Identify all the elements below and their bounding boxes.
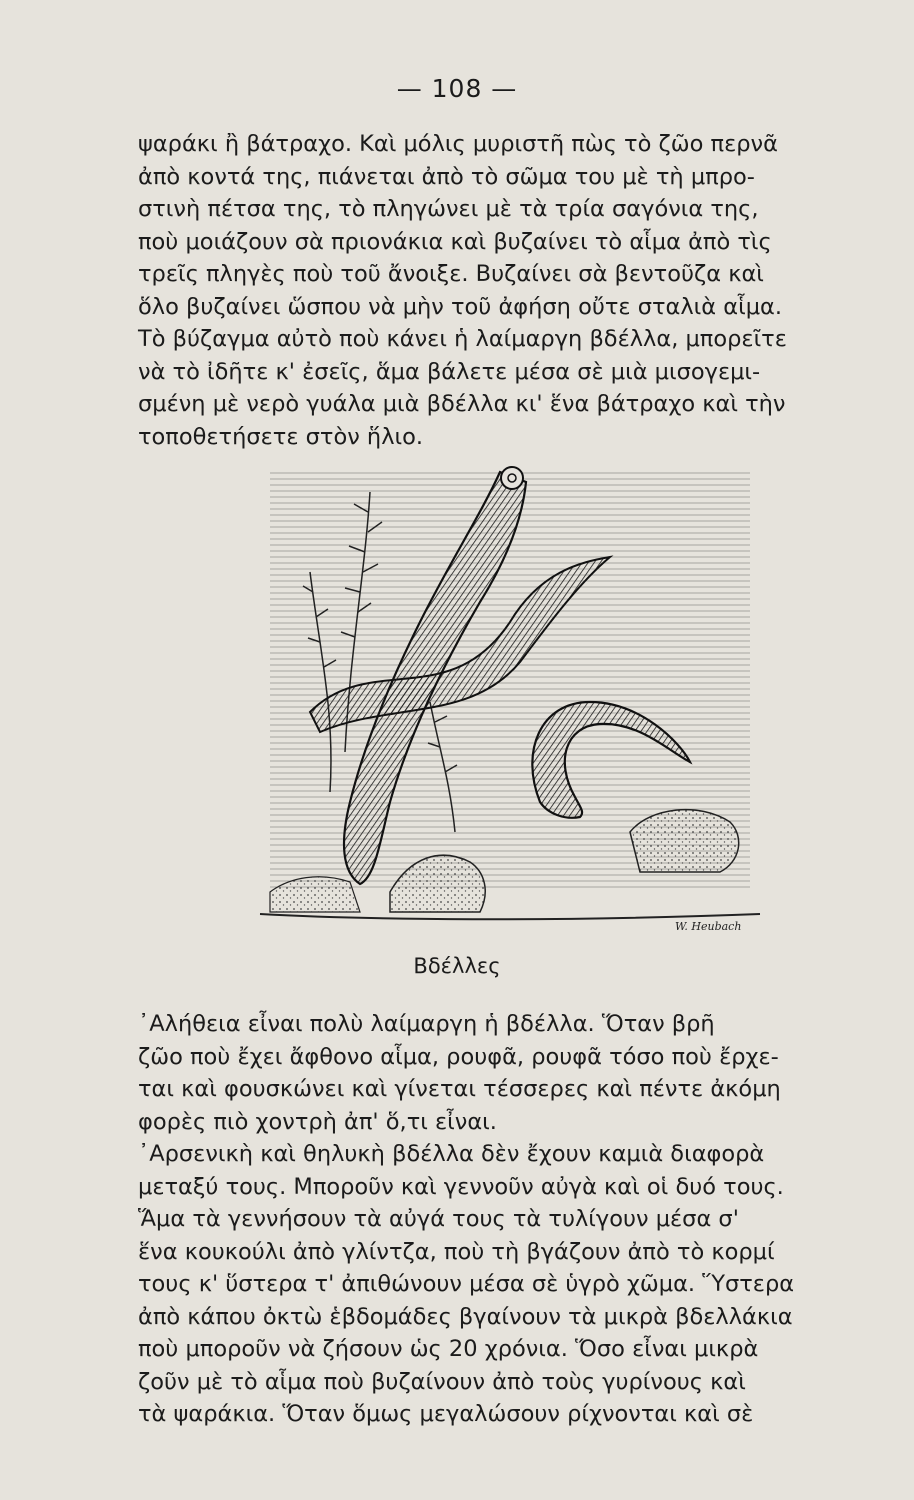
- text-line: ποὺ μοιάζουν σὰ πριονάκια καὶ βυζαίνει τὸ αἷμα ἀπὸ τὶς: [138, 228, 772, 255]
- rock: [630, 810, 739, 872]
- ground-line: [260, 914, 760, 919]
- leech-illustration: [250, 452, 770, 940]
- top-paragraph: [138, 128, 865, 453]
- text-line: τους κ' ὕστερα τ' ἀπιθώνουν μέσα σὲ ὑγρὸ χῶμα. Ὕστερα: [138, 1271, 795, 1297]
- text-line: τὰ ψαράκια. Ὅταν ὅμως μεγαλώσουν ρίχνονται καὶ σὲ: [138, 1401, 754, 1427]
- bottom-paragraph: [138, 1008, 865, 1431]
- text-line: ζοῦν μὲ τὸ αἷμα ποὺ βυζαίνουν ἀπὸ τοὺς γυρίνους καὶ: [138, 1368, 746, 1395]
- text-line: ἕνα κουκούλι ἀπὸ γλίντζα, ποὺ τὴ βγάζουν ἀπὸ τὸ κορμί: [138, 1238, 775, 1265]
- leech-sucker: [501, 467, 523, 489]
- text-line: ζῶο ποὺ ἔχει ἄφθονο αἷμα, ρουφᾶ, ρουφᾶ τόσο ποὺ ἔρχε-: [138, 1043, 779, 1070]
- text-line: Τὸ βύζαγμα αὐτὸ ποὺ κάνει ἡ λαίμαργη βδέλλα, μπορεῖτε: [138, 326, 787, 352]
- figure-caption: Βδέλλες: [413, 954, 501, 978]
- text-line: νὰ τὸ ἰδῆτε κ' ἐσεῖς, ἅμα βάλετε μέσα σὲ μιὰ μισογεμι-: [138, 358, 761, 385]
- engraving-leeches: [250, 452, 770, 940]
- artist-signature: W. Heubach: [675, 920, 742, 933]
- text-line: στινὴ πέτσα της, τὸ πληγώνει μὲ τὰ τρία σαγόνια της,: [138, 196, 759, 222]
- text-line: ὅλο βυζαίνει ὥσπου νὰ μὴν τοῦ ἀφήση οὔτε σταλιὰ αἷμα.: [138, 293, 783, 320]
- text-line: ψαράκι ἢ βάτραχο. Καὶ μόλις μυριστῆ πὼς τὸ ζῶο περνᾶ: [138, 131, 778, 157]
- text-line: ᾿Αλήθεια εἶναι πολὺ λαίμαργη ἡ βδέλλα. Ὅταν βρῆ: [138, 1011, 715, 1037]
- page-number: — 108 —: [396, 74, 518, 103]
- text-line: τρεῖς πληγὲς ποὺ τοῦ ἄνοιξε. Βυζαίνει σὰ βεντοῦζα καὶ: [138, 261, 764, 287]
- text-line: ἀπὸ κοντά της, πιάνεται ἀπὸ τὸ σῶμα του μὲ τὴ μπρο-: [138, 163, 755, 190]
- text-line: ται καὶ φουσκώνει καὶ γίνεται τέσσερες καὶ πέντε ἀκόμη: [138, 1076, 781, 1102]
- text-line: ᾿Αρσενικὴ καὶ θηλυκὴ βδέλλα δὲν ἔχουν καμιὰ διαφορὰ: [138, 1141, 765, 1167]
- text-line: σμένη μὲ νερὸ γυάλα μιὰ βδέλλα κι' ἕνα βάτραχο καὶ τὴν: [138, 391, 786, 417]
- text-line: ποὺ μποροῦν νὰ ζήσουν ὡς 20 χρόνια. Ὅσο εἶναι μικρὰ: [138, 1336, 759, 1362]
- text-line: φορὲς πιὸ χοντρὴ ἀπ' ὅ,τι εἶναι.: [138, 1108, 497, 1135]
- text-line: τοποθετήσετε στὸν ἥλιο.: [138, 423, 424, 450]
- text-line: Ἅμα τὰ γεννήσουν τὰ αὐγά τους τὰ τυλίγουν μέσα σ': [138, 1206, 739, 1232]
- text-line: ἀπὸ κάπου ὀκτὼ ἑβδομάδες βγαίνουν τὰ μικρὰ βδελλάκια: [138, 1303, 793, 1330]
- text-line: μεταξύ τους. Μποροῦν καὶ γεννοῦν αὐγὰ καὶ οἱ δυό τους.: [138, 1173, 784, 1200]
